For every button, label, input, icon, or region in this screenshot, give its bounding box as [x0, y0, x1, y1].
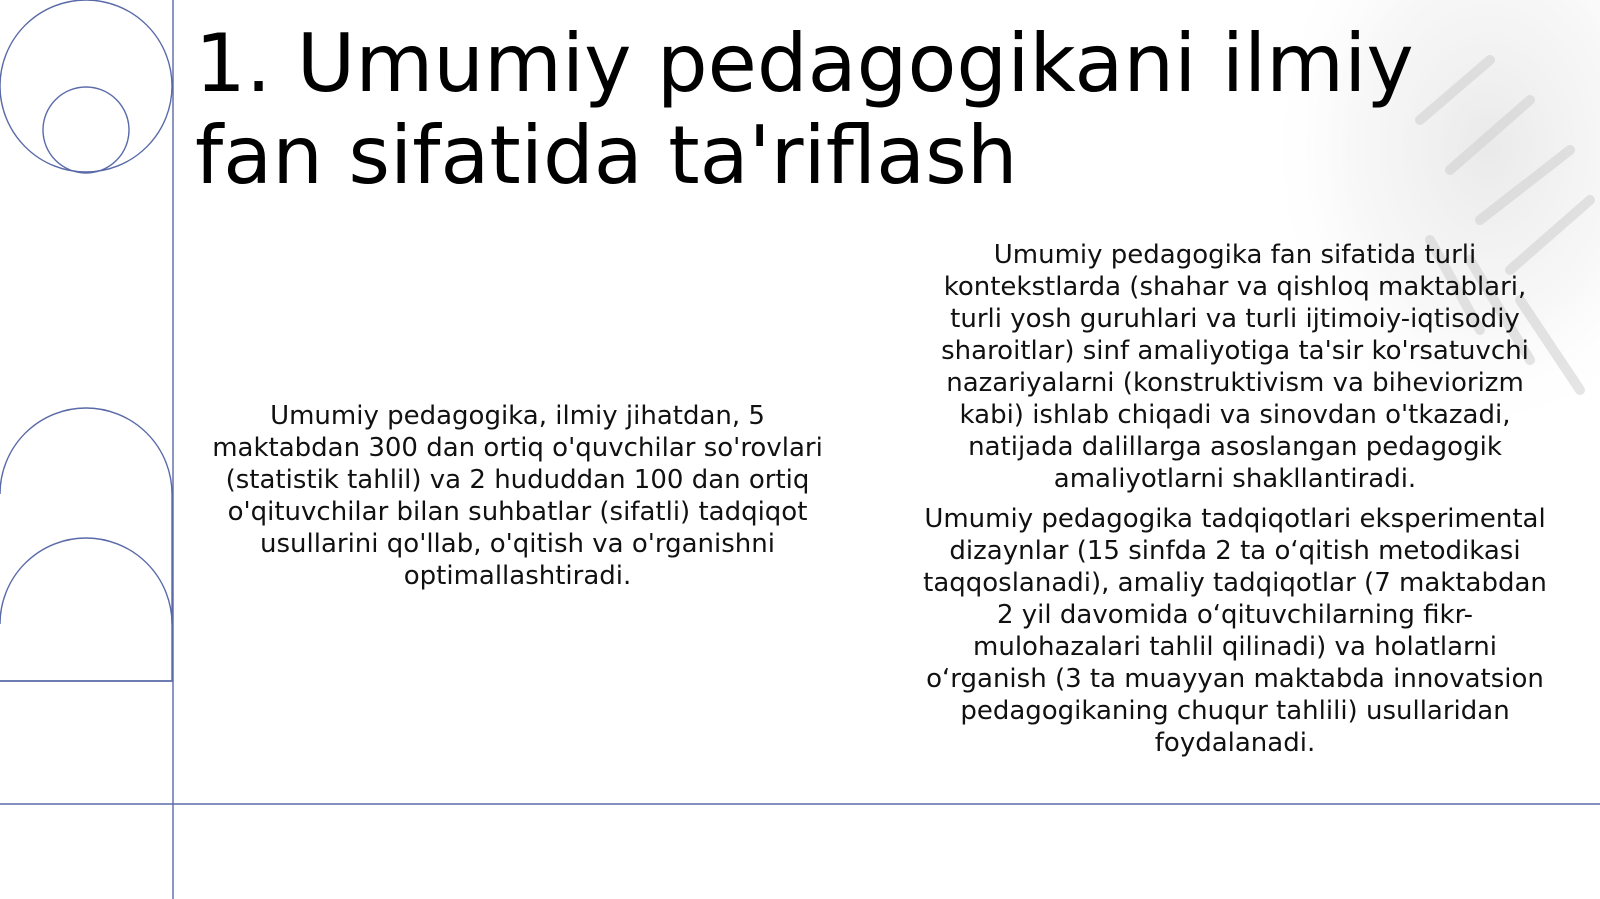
small-circle-shape: [43, 87, 129, 173]
lower-arch-shape: [0, 538, 172, 624]
right-paragraph-2: Umumiy pedagogika tadqiqotlari eksperimental dizaynlar (15 sinfda 2 ta o‘qitish metodikasi taqqoslanadi), amaliy tadqiqotlar (7 maktabdan 2 yil davomida o‘qituvchilarning fikr-mulohazalari tahlil qilinadi) va holatlarni o‘rganish (3 ta muayyan maktabda innovatsion pedagogikaning chuqur tahlili) usullaridan foydalanadi.: [923, 504, 1547, 758]
right-text-column: [918, 239, 1552, 767]
slide-title: 1. Umumiy pedagogikani ilmiy fan sifatida ta'riflash: [195, 17, 1414, 202]
large-circle-shape: [0, 0, 172, 172]
left-paragraph: Umumiy pedagogika, ilmiy jihatdan, 5 maktabdan 300 dan ortiq o'quvchilar so'rovlari (statistik tahlil) va 2 hududdan 100 dan ortiq o'qituvchilar bilan suhbatlar (sifatli) tadqiqot usullarini qo'llab, o'qitish va o'rganishni optimallashtiradi.: [212, 401, 823, 591]
upper-arch-shape: [0, 408, 172, 681]
right-paragraph-1: Umumiy pedagogika fan sifatida turli kontekstlarda (shahar va qishloq maktablari, turli yosh guruhlari va turli ijtimoiy-iqtisodiy sharoitlar) sinf amaliyotiga ta'sir ko'rsatuvchi nazariyalarni (konstruktivism va biheviorizm kabi) ishlab chiqadi va sinovdan o'tkazadi, natijada dalillarga asoslangan pedagogik amaliyotlarni shakllantiradi.: [941, 240, 1529, 494]
